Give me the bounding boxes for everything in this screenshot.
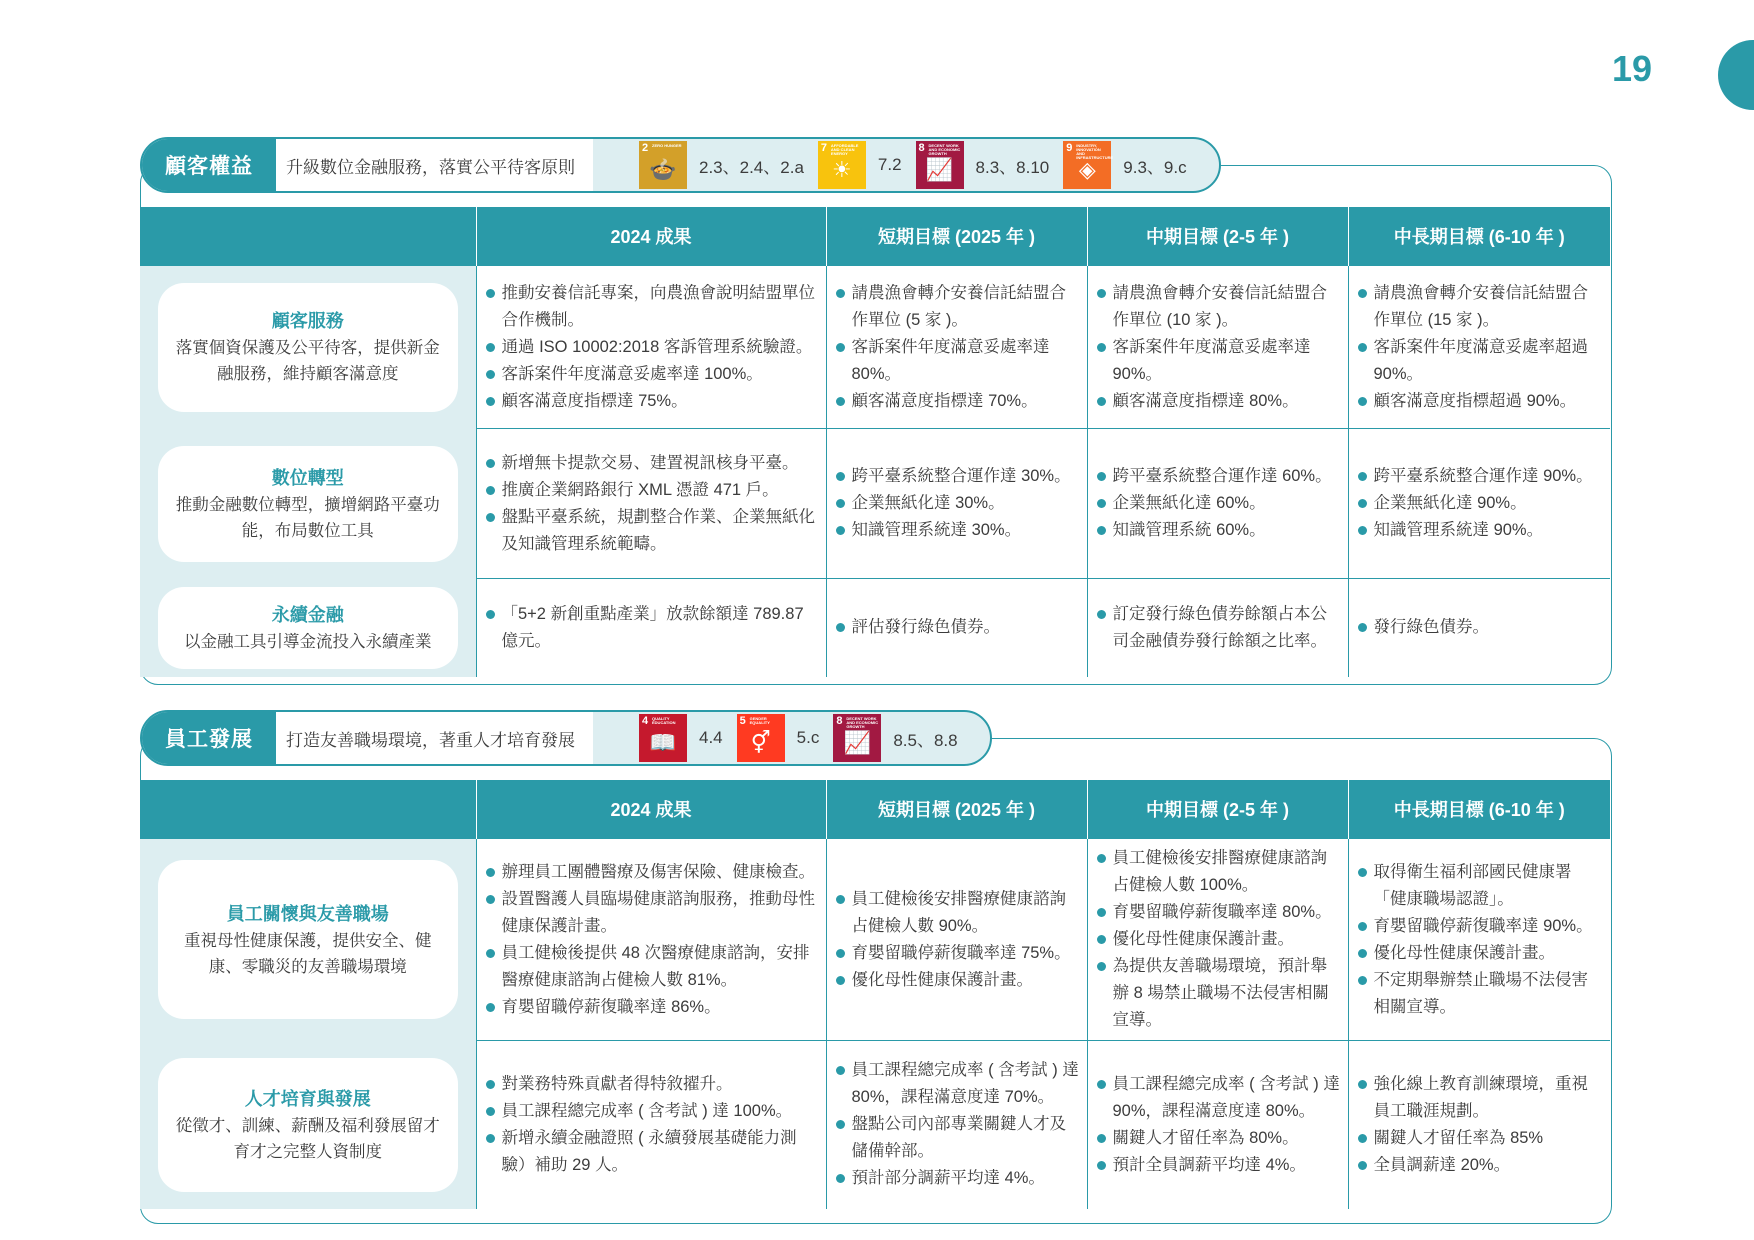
sdg-title: INDUSTRY, INNOVATION AND INFRASTRUCTURE [1076, 143, 1114, 160]
list-item: 新增無卡提款交易、建置視訊核身平臺。 [485, 450, 820, 477]
table-row [140, 839, 1610, 1041]
bullet-list [1096, 1071, 1342, 1179]
category-description: 以金融工具引導金流投入永續產業 [184, 632, 432, 651]
list-item: 新增永續金融證照 ( 永續發展基礎能力測驗）補助 29 人。 [485, 1125, 820, 1179]
bullet-list [835, 886, 1081, 994]
bullet-list [835, 1057, 1081, 1192]
goal-cell [1348, 839, 1610, 1041]
goal-cell [476, 429, 826, 579]
category-cell [140, 1041, 476, 1209]
table-row [140, 579, 1610, 677]
list-item: 員工課程總完成率 ( 含考試 ) 達 80%，課程滿意度達 70%。 [835, 1057, 1081, 1111]
col-header-short-term: 短期目標 (2025 年 ) [826, 780, 1087, 839]
list-item: 推動安養信託專案，向農漁會說明結盟單位合作機制。 [485, 280, 820, 334]
sdg-8-badge [916, 141, 964, 189]
list-item: 推廣企業網路銀行 XML 憑證 471 戶。 [485, 477, 820, 504]
goal-cell [476, 1041, 826, 1209]
section-employee-development [140, 710, 1612, 1200]
bullet-list [485, 859, 820, 1021]
list-item: 訂定發行綠色債券餘額占本公司金融債券發行餘額之比率。 [1096, 601, 1342, 655]
bullet-list [835, 280, 1081, 415]
page-number: 19 [1611, 48, 1652, 89]
sdg-targets: 5.c [796, 728, 820, 747]
bullet-list [1096, 463, 1342, 544]
bullet-list [485, 450, 820, 558]
section-subtitle: 升級數位金融服務，落實公平待客原則 [276, 139, 593, 191]
bullet-list [485, 601, 820, 655]
bullet-list [1096, 845, 1342, 1034]
bullet-list [485, 280, 820, 415]
sdg-badges [593, 712, 990, 764]
category-name: 顧客服務 [271, 311, 344, 331]
book-icon: 📖 [649, 730, 677, 755]
list-item: 關鍵人才留任率為 85% [1357, 1125, 1605, 1152]
list-item: 員工課程總完成率 ( 含考試 ) 達 90%，課程滿意度達 80%。 [1096, 1071, 1342, 1125]
goal-cell [826, 579, 1087, 677]
list-item: 全員調薪達 20%。 [1357, 1152, 1605, 1179]
list-item: 跨平臺系統整合運作達 60%。 [1096, 463, 1342, 490]
sdg-targets: 7.2 [877, 155, 902, 174]
list-item: 跨平臺系統整合運作達 30%。 [835, 463, 1081, 490]
sdg-number: 8 [918, 142, 925, 154]
category-name: 人才培育與發展 [244, 1088, 371, 1109]
goal-cell [1087, 266, 1348, 429]
sdg-4-badge [639, 714, 687, 762]
list-item: 預計部分調薪平均達 4%。 [835, 1165, 1081, 1192]
list-item: 顧客滿意度指標超過 90%。 [1357, 388, 1605, 415]
sdg-7-badge [818, 141, 866, 189]
list-item: 通過 ISO 10002:2018 客訴管理系統驗證。 [485, 334, 820, 361]
sdg-targets: 9.3、9.c [1123, 157, 1187, 177]
goal-cell [1087, 1041, 1348, 1209]
growth-chart-icon: 📈 [843, 730, 872, 755]
col-header-short-term: 短期目標 (2025 年 ) [826, 207, 1087, 266]
category-cell [140, 579, 476, 677]
table-row [140, 266, 1610, 429]
goal-cell [1087, 839, 1348, 1041]
list-item: 關鍵人才留任率為 80%。 [1096, 1125, 1342, 1152]
list-item: 取得衛生福利部國民健康署「健康職場認證」。 [1357, 859, 1605, 913]
sdg-number: 2 [642, 142, 649, 154]
goal-cell [826, 429, 1087, 579]
list-item: 優化母性健康保護計畫。 [835, 967, 1081, 994]
section-title: 員工發展 [142, 712, 276, 764]
section-subtitle: 打造友善職場環境，著重人才培育發展 [276, 712, 593, 764]
list-item: 設置醫護人員臨場健康諮詢服務，推動母性健康保護計畫。 [485, 886, 820, 940]
category-name: 永續金融 [271, 604, 344, 625]
bullet-list [1357, 859, 1605, 1021]
list-item: 預計全員調薪平均達 4%。 [1096, 1152, 1342, 1179]
list-item: 請農漁會轉介安養信託結盟合作單位 (10 家 )。 [1096, 280, 1342, 334]
category-name: 員工關懷與友善職場 [226, 903, 389, 924]
list-item: 員工健檢後安排醫療健康諮詢占健檢人數 90%。 [835, 886, 1081, 940]
list-item: 強化線上教育訓練環境，重視員工職涯規劃。 [1357, 1071, 1605, 1125]
sdg-number: 4 [642, 715, 649, 727]
sdg-badges [593, 139, 1219, 191]
list-item: 員工健檢後提供 48 次醫療健康諮詢，安排醫療健康諮詢占健檢人數 81%。 [485, 940, 820, 994]
section-customer-rights [140, 137, 1612, 685]
goal-cell [1087, 429, 1348, 579]
col-header-mid-term: 中期目標 (2-5 年 ) [1087, 207, 1348, 266]
sun-icon: ☀ [832, 157, 852, 182]
list-item: 知識管理系統達 90%。 [1357, 517, 1605, 544]
sdg-8-badge [833, 714, 881, 762]
list-item: 育嬰留職停薪復職率達 75%。 [835, 940, 1081, 967]
bullet-list [485, 1071, 820, 1179]
goal-cell [476, 579, 826, 677]
bullet-list [835, 463, 1081, 544]
sdg-title: QUALITY EDUCATION [652, 716, 676, 725]
list-item: 客訴案件年度滿意妥處率超過 90%。 [1357, 334, 1605, 388]
bullet-list [1357, 280, 1605, 415]
sdg-number: 5 [739, 715, 746, 727]
bullet-list [1357, 463, 1605, 544]
list-item: 請農漁會轉介安養信託結盟合作單位 (5 家 )。 [835, 280, 1081, 334]
table-row [140, 429, 1610, 579]
sdg-2-badge [639, 141, 687, 189]
col-header-long-term: 中長期目標 (6-10 年 ) [1348, 207, 1610, 266]
goal-cell [1348, 266, 1610, 429]
table-body [140, 266, 1610, 677]
list-item: 辦理員工團體醫療及傷害保險、健康檢查。 [485, 859, 820, 886]
sdg-targets: 2.3、2.4、2.a [699, 157, 804, 177]
list-item: 顧客滿意度指標達 75%。 [485, 388, 820, 415]
list-item: 員工健檢後安排醫療健康諮詢占健檢人數 100%。 [1096, 845, 1342, 899]
col-header-2024: 2024 成果 [476, 207, 826, 266]
gender-icon: ⚥ [750, 730, 771, 755]
sdg-targets: 8.5、8.8 [893, 730, 958, 750]
sdg-targets: 4.4 [699, 728, 723, 747]
col-header-category [140, 207, 476, 266]
sdg-title: AFFORDABLE AND CLEAN ENERGY [830, 143, 859, 156]
list-item: 盤點公司內部專業關鍵人才及儲備幹部。 [835, 1111, 1081, 1165]
list-item: 企業無紙化達 30%。 [835, 490, 1081, 517]
sdg-title: GENDER EQUALITY [749, 716, 770, 725]
category-card [158, 283, 458, 412]
category-card [158, 446, 458, 562]
list-item: 育嬰留職停薪復職率達 80%。 [1096, 899, 1342, 926]
category-cell [140, 429, 476, 579]
sdg-targets: 8.3、8.10 [975, 157, 1050, 177]
sdg-title: DECENT WORK AND ECONOMIC GROWTH [928, 143, 961, 156]
category-description: 推動金融數位轉型，擴增網路平臺功能，布局數位工具 [175, 495, 440, 540]
category-cell [140, 839, 476, 1041]
list-item: 顧客滿意度指標達 80%。 [1096, 388, 1342, 415]
list-item: 請農漁會轉介安養信託結盟合作單位 (15 家 )。 [1357, 280, 1605, 334]
bullet-list [1096, 280, 1342, 415]
category-description: 重視母性健康保護，提供安全、健康、零職災的友善職場環境 [184, 931, 432, 976]
goal-cell [1087, 579, 1348, 677]
list-item: 育嬰留職停薪復職率達 90%。 [1357, 913, 1605, 940]
list-item: 員工課程總完成率 ( 含考試 ) 達 100%。 [485, 1098, 820, 1125]
bullet-list [1357, 614, 1605, 641]
list-item: 育嬰留職停薪復職率達 86%。 [485, 994, 820, 1021]
goal-cell [476, 266, 826, 429]
list-item: 優化母性健康保護計畫。 [1096, 926, 1342, 953]
goal-cell [1348, 579, 1610, 677]
list-item: 發行綠色債券。 [1357, 614, 1605, 641]
list-item: 對業務特殊貢獻者得特敘擢升。 [485, 1071, 820, 1098]
col-header-long-term: 中長期目標 (6-10 年 ) [1348, 780, 1610, 839]
category-card [158, 860, 458, 1019]
table-body [140, 839, 1610, 1209]
list-item: 知識管理系統達 30%。 [835, 517, 1081, 544]
sdg-5-badge [737, 714, 785, 762]
list-item: 為提供友善職場環境，預計舉辦 8 場禁止職場不法侵害相關宣導。 [1096, 953, 1342, 1034]
list-item: 跨平臺系統整合運作達 90%。 [1357, 463, 1605, 490]
category-card [158, 587, 458, 669]
bullet-list [1357, 1071, 1605, 1179]
col-header-category [140, 780, 476, 839]
list-item: 不定期舉辦禁止職場不法侵害相關宣導。 [1357, 967, 1605, 1021]
list-item: 盤點平臺系統，規劃整合作業、企業無紙化及知識管理系統範疇。 [485, 504, 820, 558]
goal-cell [1348, 1041, 1610, 1209]
bowl-icon: 🍲 [649, 157, 677, 182]
sdg-9-badge [1063, 141, 1114, 189]
category-name: 數位轉型 [271, 467, 344, 488]
list-item: 知識管理系統 60%。 [1096, 517, 1342, 544]
page-edge-tab [1718, 40, 1754, 110]
goal-cell [826, 266, 1087, 429]
sdg-number: 7 [820, 142, 828, 154]
list-item: 企業無紙化達 90%。 [1357, 490, 1605, 517]
goal-cell [476, 839, 826, 1041]
section-title: 顧客權益 [142, 139, 276, 191]
goal-cell [826, 839, 1087, 1041]
table-row [140, 1041, 1610, 1209]
category-description: 從徵才、訓練、薪酬及福利發展留才育才之完整人資制度 [175, 1116, 440, 1161]
list-item: 客訴案件年度滿意妥處率達 80%。 [835, 334, 1081, 388]
growth-chart-icon: 📈 [925, 157, 954, 182]
bullet-list [835, 614, 1081, 641]
section-header [140, 710, 992, 766]
goals-table [140, 207, 1610, 677]
list-item: 評估發行綠色債券。 [835, 614, 1081, 641]
list-item: 優化母性健康保護計畫。 [1357, 940, 1605, 967]
goal-cell [826, 1041, 1087, 1209]
category-cell [140, 266, 476, 429]
col-header-mid-term: 中期目標 (2-5 年 ) [1087, 780, 1348, 839]
list-item: 客訴案件年度滿意妥處率達 90%。 [1096, 334, 1342, 388]
sdg-number: 9 [1066, 142, 1073, 154]
sdg-title: DECENT WORK AND ECONOMIC GROWTH [846, 716, 879, 729]
list-item: 客訴案件年度滿意妥處率達 100%。 [485, 361, 820, 388]
cubes-icon: ◈ [1078, 157, 1096, 182]
bullet-list [1096, 601, 1342, 655]
col-header-2024: 2024 成果 [476, 780, 826, 839]
list-item: 企業無紙化達 60%。 [1096, 490, 1342, 517]
list-item: 「5+2 新創重點產業」放款餘額達 789.87 億元。 [485, 601, 820, 655]
category-description: 落實個資保護及公平待客，提供新金融服務，維持顧客滿意度 [175, 339, 440, 383]
goals-table [140, 780, 1610, 1209]
goal-cell [1348, 429, 1610, 579]
sdg-title: ZERO HUNGER [652, 143, 682, 148]
section-header [140, 137, 1221, 193]
category-card [158, 1058, 458, 1192]
sdg-number: 8 [836, 715, 843, 727]
list-item: 顧客滿意度指標達 70%。 [835, 388, 1081, 415]
